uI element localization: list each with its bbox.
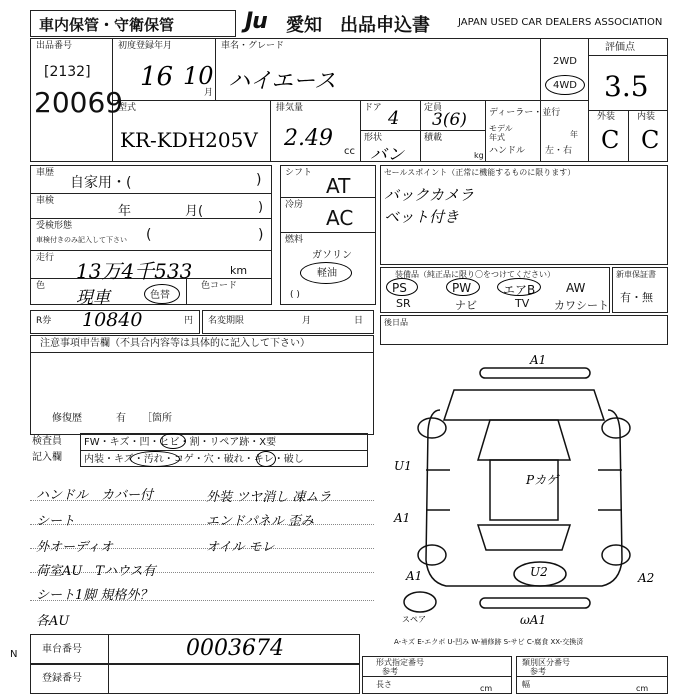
model-value: KR-KDH205V	[120, 128, 258, 152]
note-right-1: 外装 ツヤ消し 凍ムラ	[206, 490, 332, 505]
repair-label: 修復歴	[52, 413, 82, 424]
storage-label: 車内保管・守衛保管	[39, 16, 175, 34]
drive-2wd: 2WD	[553, 56, 577, 67]
history-label: 車歴	[36, 168, 55, 178]
drive-4wd: 4WD	[553, 80, 577, 91]
rating-int: C	[641, 126, 660, 154]
diagram-spare-tire	[404, 592, 436, 612]
sales-point-label: セールスポイント（正常に機能するものに限ります）	[384, 168, 576, 177]
aircon-label: 冷房	[285, 200, 304, 210]
inspection-month: 月(	[185, 204, 204, 219]
shape-label: 形状	[364, 133, 383, 143]
inspection-label: 車検	[36, 196, 55, 206]
checker-row1: FW・キズ・凹・ヒビ・割・リペア跡・X要	[84, 437, 277, 448]
mileage-label: 走行	[36, 253, 55, 263]
diagram-hood	[444, 390, 604, 420]
equip-sr: SR	[396, 297, 411, 310]
diagram-wheel-rr	[602, 545, 630, 565]
equip-navi: ナビ	[455, 299, 477, 312]
lot-label: 出品番号	[36, 41, 73, 51]
history-close: )	[256, 172, 262, 188]
length-cm: cm	[480, 684, 493, 693]
car-name-value: ハイエース	[228, 69, 337, 94]
car-name-label: 車名・グレード	[221, 41, 285, 51]
diagram-body-outline	[426, 410, 622, 586]
name-change-month: 月	[302, 316, 312, 326]
warranty-value: 有・無	[620, 291, 653, 304]
mark-u2: U2	[530, 565, 548, 579]
checker-circle-c	[256, 451, 276, 467]
sales-point-line1: バックカメラ	[384, 186, 475, 204]
loading-label: 積載	[424, 133, 443, 143]
width-label: 幅	[522, 680, 530, 689]
color-circle	[144, 284, 180, 304]
rating-int-label: 内装	[637, 112, 656, 122]
mark-spare: スペア	[402, 615, 426, 624]
mark-a2: A2	[638, 571, 655, 585]
mark-p: Pカゲ	[526, 473, 559, 487]
displacement-unit: cc	[344, 146, 355, 157]
checker-row2: 内装・キズ・汚れ・コゲ・穴・破れ・キレ・破し	[84, 454, 304, 465]
displacement-value: 2.49	[284, 126, 333, 151]
equip-tv: TV	[515, 297, 530, 310]
color-value: 現車	[76, 288, 110, 308]
checker-circle-b	[130, 451, 180, 467]
handle-label: ハンドル	[489, 146, 526, 156]
equip-ps: PS	[392, 281, 407, 295]
ju-logo: Ju	[245, 9, 267, 34]
note-right-3: オイル モレ	[206, 540, 275, 555]
equip-ps-circle	[386, 278, 418, 296]
chassis-value: 0003674	[186, 636, 284, 661]
diagram-front-bumper	[480, 368, 590, 378]
model-year-unit: 年	[570, 130, 578, 139]
fuel-diesel-circle	[300, 262, 352, 284]
mark-a1-bottom-left: A1	[406, 569, 423, 583]
equip-pw-circle	[446, 278, 480, 296]
storage-box	[30, 10, 236, 37]
checker-label: 検査員	[32, 436, 62, 447]
repair-value: 有	[116, 413, 126, 424]
color-label: 色	[36, 281, 46, 291]
shift-value: AT	[326, 174, 351, 198]
note-left-6: 各AU	[36, 614, 70, 629]
note-left-4: 荷室AU Tハウス有	[36, 564, 156, 579]
fuel-label: 燃料	[285, 235, 304, 245]
width-cm: cm	[636, 684, 649, 693]
spec-a-sub: 参考	[382, 667, 398, 676]
chassis-label: 車台番号	[42, 644, 82, 655]
note-left-2: シート	[36, 514, 76, 529]
entry-label: 記入欄	[32, 452, 62, 463]
equipment-label: 装備品（純正品に限り〇をつけてください）	[395, 270, 555, 279]
rating-ext: C	[601, 126, 620, 154]
notes-label: 注意事項申告欄（不具合内容等は具体的に記入して下さい）	[40, 338, 310, 349]
doc-title: 出品申込書	[340, 15, 430, 36]
model-label: 型式	[118, 103, 137, 113]
aircon-value: AC	[326, 206, 354, 230]
warranty-label: 新車保証書	[616, 270, 656, 279]
reg-label: 登録番号	[42, 673, 82, 684]
checker-circle-a	[160, 433, 186, 449]
mark-ua1: ωA1	[520, 613, 547, 627]
received-close: )	[258, 227, 264, 243]
received-note: 車検付きのみ記入して下さい	[36, 236, 127, 244]
equip-airbag-circle	[497, 278, 541, 296]
name-change-label: 名変期限	[208, 316, 245, 326]
color-circled: 色替	[150, 290, 170, 301]
mileage-unit: km	[230, 264, 248, 277]
note-left-3: 外オーディオ	[36, 540, 113, 555]
fuel-paren: ( )	[290, 290, 300, 300]
damage-legend: A-キズ E-エクボ U-凹み W-補修跡 S-サビ C-腐食 XX-交換済	[394, 638, 584, 646]
doors-label: ドア	[364, 103, 382, 113]
name-change-day: 日	[354, 316, 364, 326]
length-label: 長さ	[376, 680, 392, 689]
rating-label: 評価点	[605, 42, 635, 53]
fuel-gasoline: ガソリン	[312, 250, 352, 261]
diagram-rear-bumper	[480, 598, 590, 608]
car-diagram	[380, 350, 668, 630]
shape-value: バン	[370, 145, 404, 165]
inspection-year: 年	[118, 204, 132, 219]
drive-4wd-circle	[545, 75, 585, 95]
assoc-name: JAPAN USED CAR DEALERS ASSOCIATION	[458, 17, 663, 28]
history-value: 自家用・(	[70, 175, 132, 191]
diagram-windshield	[478, 420, 570, 460]
first-reg-month-unit: 月	[204, 88, 214, 98]
diagram-wheel-rl	[418, 545, 446, 565]
r-ticket-label: R券	[36, 316, 52, 326]
back-seat-label: 後日品	[384, 318, 408, 327]
r-ticket-value: 10840	[82, 309, 143, 331]
mileage-value: 13万4千533	[76, 259, 193, 283]
back-seat-block	[380, 315, 668, 345]
rating-score: 3.5	[604, 70, 649, 103]
mark-a1-left: A1	[394, 511, 411, 525]
first-reg-month: 10	[183, 62, 214, 90]
first-reg-year: 16	[140, 62, 174, 92]
lot-number: 20069	[34, 86, 124, 119]
equip-airbag: エアB	[503, 283, 536, 297]
received-open: (	[146, 227, 152, 243]
first-reg-label: 初度登録年月	[118, 41, 173, 51]
rating-ext-label: 外装	[597, 112, 616, 122]
spec-a-label: 形式指定番号	[376, 658, 424, 667]
doors-value: 4	[388, 108, 400, 129]
dealer-label: ディーラー・並行	[489, 108, 561, 118]
capacity-label: 定員	[424, 103, 443, 113]
note-right-2: エンドパネル 歪み	[206, 514, 314, 529]
org-name: 愛知	[286, 15, 322, 36]
diagram-wheel-fr	[602, 418, 630, 438]
equip-aw: AW	[566, 281, 586, 295]
r-ticket-unit: 円	[184, 316, 194, 326]
displacement-label: 排気量	[276, 103, 304, 113]
note-left-5: シート1脚 規格外？	[36, 588, 153, 603]
capacity-value: 3(6)	[432, 110, 467, 130]
model-year-label: モデル 年式	[489, 124, 513, 142]
lot-code: [2132]	[44, 64, 91, 80]
inspection-close: )	[258, 200, 264, 215]
mark-a1-top: A1	[530, 353, 547, 367]
spec-b-sub: 参考	[530, 667, 546, 676]
received-label: 受検形態	[36, 221, 73, 231]
diagram-wheel-fl	[418, 418, 446, 438]
shift-label: シフト	[285, 168, 313, 178]
mark-u1: U1	[394, 459, 412, 473]
equip-kawaseat: カワシート	[554, 299, 609, 312]
n-mark: N	[10, 649, 18, 660]
note-left-1: ハンドル カバー付	[36, 488, 154, 503]
color-code-label: 色コード	[201, 281, 238, 291]
spec-b-label: 類別区分番号	[522, 658, 570, 667]
handle-options: 左・右	[545, 146, 573, 156]
diagram-rear-window	[478, 525, 570, 550]
repair-place: ［箇所	[142, 413, 172, 424]
equip-pw: PW	[452, 281, 472, 295]
sales-point-line2: ベット付き	[384, 208, 460, 226]
diagram-roof	[490, 460, 558, 520]
fuel-diesel: 軽油	[317, 268, 337, 279]
loading-unit: kg	[474, 151, 484, 160]
